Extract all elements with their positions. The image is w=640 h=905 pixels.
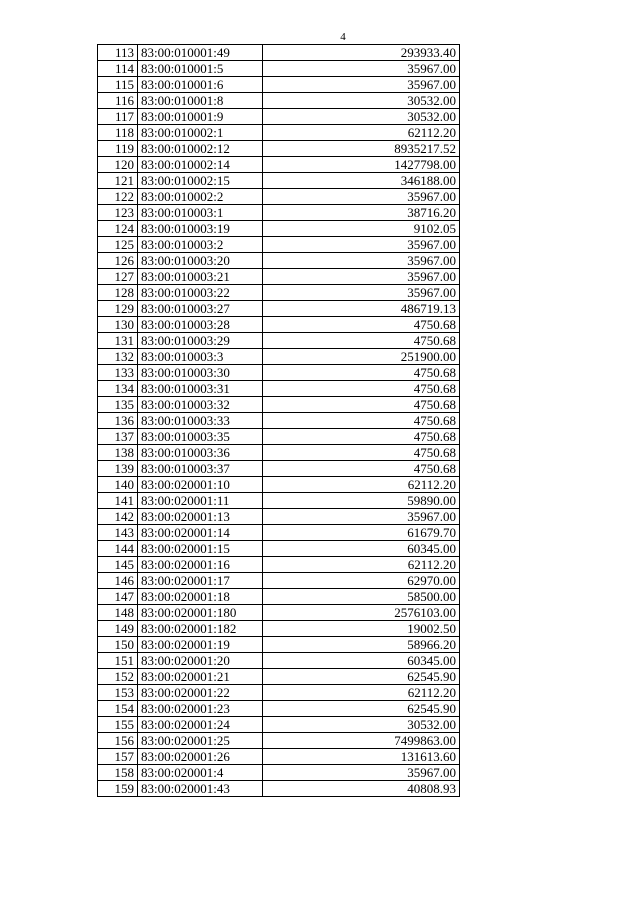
table-row xyxy=(98,477,460,493)
row-number-cell: 121 xyxy=(98,173,138,189)
row-number-cell: 117 xyxy=(98,109,138,125)
row-number-cell: 138 xyxy=(98,445,138,461)
cadastral-number-cell: 83:00:010002:1 xyxy=(138,125,263,141)
table-row xyxy=(98,365,460,381)
row-number-cell: 125 xyxy=(98,237,138,253)
row-number-cell: 152 xyxy=(98,669,138,685)
cadastral-number-cell: 83:00:020001:11 xyxy=(138,493,263,509)
value-cell: 4750.68 xyxy=(263,333,460,349)
value-cell: 58966.20 xyxy=(263,637,460,653)
table-row xyxy=(98,749,460,765)
cadastral-value-table xyxy=(97,44,460,797)
row-number-cell: 114 xyxy=(98,61,138,77)
row-number-cell: 142 xyxy=(98,509,138,525)
value-cell: 62112.20 xyxy=(263,125,460,141)
cadastral-number-cell: 83:00:020001:18 xyxy=(138,589,263,605)
row-number-cell: 141 xyxy=(98,493,138,509)
table-row xyxy=(98,237,460,253)
cadastral-number-cell: 83:00:020001:26 xyxy=(138,749,263,765)
row-number-cell: 120 xyxy=(98,157,138,173)
row-number-cell: 148 xyxy=(98,605,138,621)
value-cell: 60345.00 xyxy=(263,541,460,557)
row-number-cell: 154 xyxy=(98,701,138,717)
row-number-cell: 124 xyxy=(98,221,138,237)
value-cell: 58500.00 xyxy=(263,589,460,605)
table-row xyxy=(98,605,460,621)
row-number-cell: 137 xyxy=(98,429,138,445)
cadastral-number-cell: 83:00:020001:13 xyxy=(138,509,263,525)
table-row xyxy=(98,205,460,221)
table-row xyxy=(98,253,460,269)
table-row xyxy=(98,61,460,77)
table-row xyxy=(98,397,460,413)
row-number-cell: 113 xyxy=(98,45,138,61)
value-cell: 30532.00 xyxy=(263,93,460,109)
table-row xyxy=(98,381,460,397)
cadastral-number-cell: 83:00:020001:23 xyxy=(138,701,263,717)
row-number-cell: 159 xyxy=(98,781,138,797)
cadastral-number-cell: 83:00:020001:43 xyxy=(138,781,263,797)
table-row xyxy=(98,45,460,61)
value-cell: 62970.00 xyxy=(263,573,460,589)
row-number-cell: 133 xyxy=(98,365,138,381)
table-row xyxy=(98,93,460,109)
table-row xyxy=(98,349,460,365)
value-cell: 35967.00 xyxy=(263,189,460,205)
cadastral-number-cell: 83:00:010003:3 xyxy=(138,349,263,365)
value-cell: 35967.00 xyxy=(263,253,460,269)
table-row xyxy=(98,733,460,749)
row-number-cell: 156 xyxy=(98,733,138,749)
cadastral-number-cell: 83:00:010003:32 xyxy=(138,397,263,413)
cadastral-number-cell: 83:00:010003:33 xyxy=(138,413,263,429)
table-row xyxy=(98,269,460,285)
row-number-cell: 123 xyxy=(98,205,138,221)
value-cell: 7499863.00 xyxy=(263,733,460,749)
cadastral-number-cell: 83:00:010003:28 xyxy=(138,317,263,333)
value-cell: 19002.50 xyxy=(263,621,460,637)
value-cell: 62112.20 xyxy=(263,477,460,493)
cadastral-number-cell: 83:00:020001:25 xyxy=(138,733,263,749)
row-number-cell: 140 xyxy=(98,477,138,493)
row-number-cell: 122 xyxy=(98,189,138,205)
cadastral-number-cell: 83:00:020001:24 xyxy=(138,717,263,733)
table-row xyxy=(98,109,460,125)
row-number-cell: 143 xyxy=(98,525,138,541)
table-row xyxy=(98,285,460,301)
value-cell: 4750.68 xyxy=(263,365,460,381)
row-number-cell: 151 xyxy=(98,653,138,669)
value-cell: 30532.00 xyxy=(263,717,460,733)
value-cell: 35967.00 xyxy=(263,765,460,781)
value-cell: 40808.93 xyxy=(263,781,460,797)
value-cell: 35967.00 xyxy=(263,269,460,285)
row-number-cell: 157 xyxy=(98,749,138,765)
cadastral-number-cell: 83:00:010003:36 xyxy=(138,445,263,461)
row-number-cell: 115 xyxy=(98,77,138,93)
row-number-cell: 135 xyxy=(98,397,138,413)
value-cell: 4750.68 xyxy=(263,381,460,397)
value-cell: 35967.00 xyxy=(263,509,460,525)
value-cell: 35967.00 xyxy=(263,61,460,77)
row-number-cell: 136 xyxy=(98,413,138,429)
value-cell: 38716.20 xyxy=(263,205,460,221)
table-row xyxy=(98,717,460,733)
value-cell: 35967.00 xyxy=(263,77,460,93)
cadastral-number-cell: 83:00:010003:2 xyxy=(138,237,263,253)
table-row xyxy=(98,189,460,205)
table-row xyxy=(98,77,460,93)
cadastral-number-cell: 83:00:020001:19 xyxy=(138,637,263,653)
table-row xyxy=(98,333,460,349)
value-cell: 4750.68 xyxy=(263,445,460,461)
page-number: 4 xyxy=(340,31,346,43)
value-cell: 62545.90 xyxy=(263,669,460,685)
table-row xyxy=(98,669,460,685)
value-cell: 4750.68 xyxy=(263,317,460,333)
cadastral-number-cell: 83:00:010003:20 xyxy=(138,253,263,269)
table-row xyxy=(98,781,460,797)
value-cell: 62112.20 xyxy=(263,557,460,573)
row-number-cell: 145 xyxy=(98,557,138,573)
value-cell: 251900.00 xyxy=(263,349,460,365)
row-number-cell: 149 xyxy=(98,621,138,637)
cadastral-number-cell: 83:00:020001:17 xyxy=(138,573,263,589)
cadastral-number-cell: 83:00:010003:19 xyxy=(138,221,263,237)
row-number-cell: 128 xyxy=(98,285,138,301)
cadastral-number-cell: 83:00:010003:30 xyxy=(138,365,263,381)
row-number-cell: 134 xyxy=(98,381,138,397)
value-cell: 4750.68 xyxy=(263,461,460,477)
cadastral-number-cell: 83:00:020001:4 xyxy=(138,765,263,781)
cadastral-number-cell: 83:00:010003:22 xyxy=(138,285,263,301)
table-row xyxy=(98,685,460,701)
cadastral-number-cell: 83:00:010003:1 xyxy=(138,205,263,221)
table-row xyxy=(98,157,460,173)
value-cell: 4750.68 xyxy=(263,413,460,429)
row-number-cell: 139 xyxy=(98,461,138,477)
cadastral-number-cell: 83:00:010002:12 xyxy=(138,141,263,157)
row-number-cell: 144 xyxy=(98,541,138,557)
table-row xyxy=(98,141,460,157)
row-number-cell: 116 xyxy=(98,93,138,109)
cadastral-number-cell: 83:00:010002:14 xyxy=(138,157,263,173)
cadastral-number-cell: 83:00:010003:31 xyxy=(138,381,263,397)
cadastral-number-cell: 83:00:010001:5 xyxy=(138,61,263,77)
table-row xyxy=(98,493,460,509)
cadastral-number-cell: 83:00:010002:2 xyxy=(138,189,263,205)
cadastral-number-cell: 83:00:020001:180 xyxy=(138,605,263,621)
table-row xyxy=(98,701,460,717)
table-row xyxy=(98,541,460,557)
value-cell: 60345.00 xyxy=(263,653,460,669)
row-number-cell: 147 xyxy=(98,589,138,605)
row-number-cell: 158 xyxy=(98,765,138,781)
value-cell: 59890.00 xyxy=(263,493,460,509)
value-cell: 131613.60 xyxy=(263,749,460,765)
table-row xyxy=(98,653,460,669)
table-row xyxy=(98,221,460,237)
cadastral-number-cell: 83:00:010003:21 xyxy=(138,269,263,285)
table-row xyxy=(98,525,460,541)
row-number-cell: 150 xyxy=(98,637,138,653)
value-cell: 1427798.00 xyxy=(263,157,460,173)
cadastral-number-cell: 83:00:020001:182 xyxy=(138,621,263,637)
row-number-cell: 153 xyxy=(98,685,138,701)
cadastral-number-cell: 83:00:020001:22 xyxy=(138,685,263,701)
value-cell: 346188.00 xyxy=(263,173,460,189)
row-number-cell: 118 xyxy=(98,125,138,141)
value-cell: 30532.00 xyxy=(263,109,460,125)
row-number-cell: 127 xyxy=(98,269,138,285)
cadastral-number-cell: 83:00:020001:15 xyxy=(138,541,263,557)
table-row xyxy=(98,621,460,637)
table-row xyxy=(98,173,460,189)
cadastral-number-cell: 83:00:020001:16 xyxy=(138,557,263,573)
value-cell: 4750.68 xyxy=(263,397,460,413)
value-cell: 486719.13 xyxy=(263,301,460,317)
cadastral-number-cell: 83:00:010003:37 xyxy=(138,461,263,477)
cadastral-number-cell: 83:00:010001:49 xyxy=(138,45,263,61)
row-number-cell: 132 xyxy=(98,349,138,365)
cadastral-number-cell: 83:00:010001:6 xyxy=(138,77,263,93)
table-row xyxy=(98,317,460,333)
row-number-cell: 126 xyxy=(98,253,138,269)
cadastral-number-cell: 83:00:010002:15 xyxy=(138,173,263,189)
table-row xyxy=(98,125,460,141)
value-cell: 9102.05 xyxy=(263,221,460,237)
cadastral-number-cell: 83:00:010001:9 xyxy=(138,109,263,125)
value-cell: 62112.20 xyxy=(263,685,460,701)
table-body xyxy=(98,45,460,797)
row-number-cell: 119 xyxy=(98,141,138,157)
cadastral-number-cell: 83:00:010003:29 xyxy=(138,333,263,349)
value-cell: 35967.00 xyxy=(263,237,460,253)
table-row xyxy=(98,765,460,781)
table-row xyxy=(98,573,460,589)
table-row xyxy=(98,589,460,605)
table-row xyxy=(98,301,460,317)
table-row xyxy=(98,637,460,653)
value-cell: 8935217.52 xyxy=(263,141,460,157)
value-cell: 2576103.00 xyxy=(263,605,460,621)
value-cell: 35967.00 xyxy=(263,285,460,301)
cadastral-number-cell: 83:00:020001:14 xyxy=(138,525,263,541)
cadastral-number-cell: 83:00:010001:8 xyxy=(138,93,263,109)
row-number-cell: 130 xyxy=(98,317,138,333)
value-cell: 293933.40 xyxy=(263,45,460,61)
table-row xyxy=(98,509,460,525)
value-cell: 4750.68 xyxy=(263,429,460,445)
row-number-cell: 146 xyxy=(98,573,138,589)
value-cell: 61679.70 xyxy=(263,525,460,541)
table-row xyxy=(98,445,460,461)
cadastral-number-cell: 83:00:010003:35 xyxy=(138,429,263,445)
cadastral-number-cell: 83:00:020001:20 xyxy=(138,653,263,669)
value-cell: 62545.90 xyxy=(263,701,460,717)
table-row xyxy=(98,557,460,573)
row-number-cell: 155 xyxy=(98,717,138,733)
table-row xyxy=(98,413,460,429)
cadastral-number-cell: 83:00:020001:10 xyxy=(138,477,263,493)
cadastral-number-cell: 83:00:010003:27 xyxy=(138,301,263,317)
table-row xyxy=(98,429,460,445)
cadastral-number-cell: 83:00:020001:21 xyxy=(138,669,263,685)
row-number-cell: 131 xyxy=(98,333,138,349)
row-number-cell: 129 xyxy=(98,301,138,317)
table-row xyxy=(98,461,460,477)
